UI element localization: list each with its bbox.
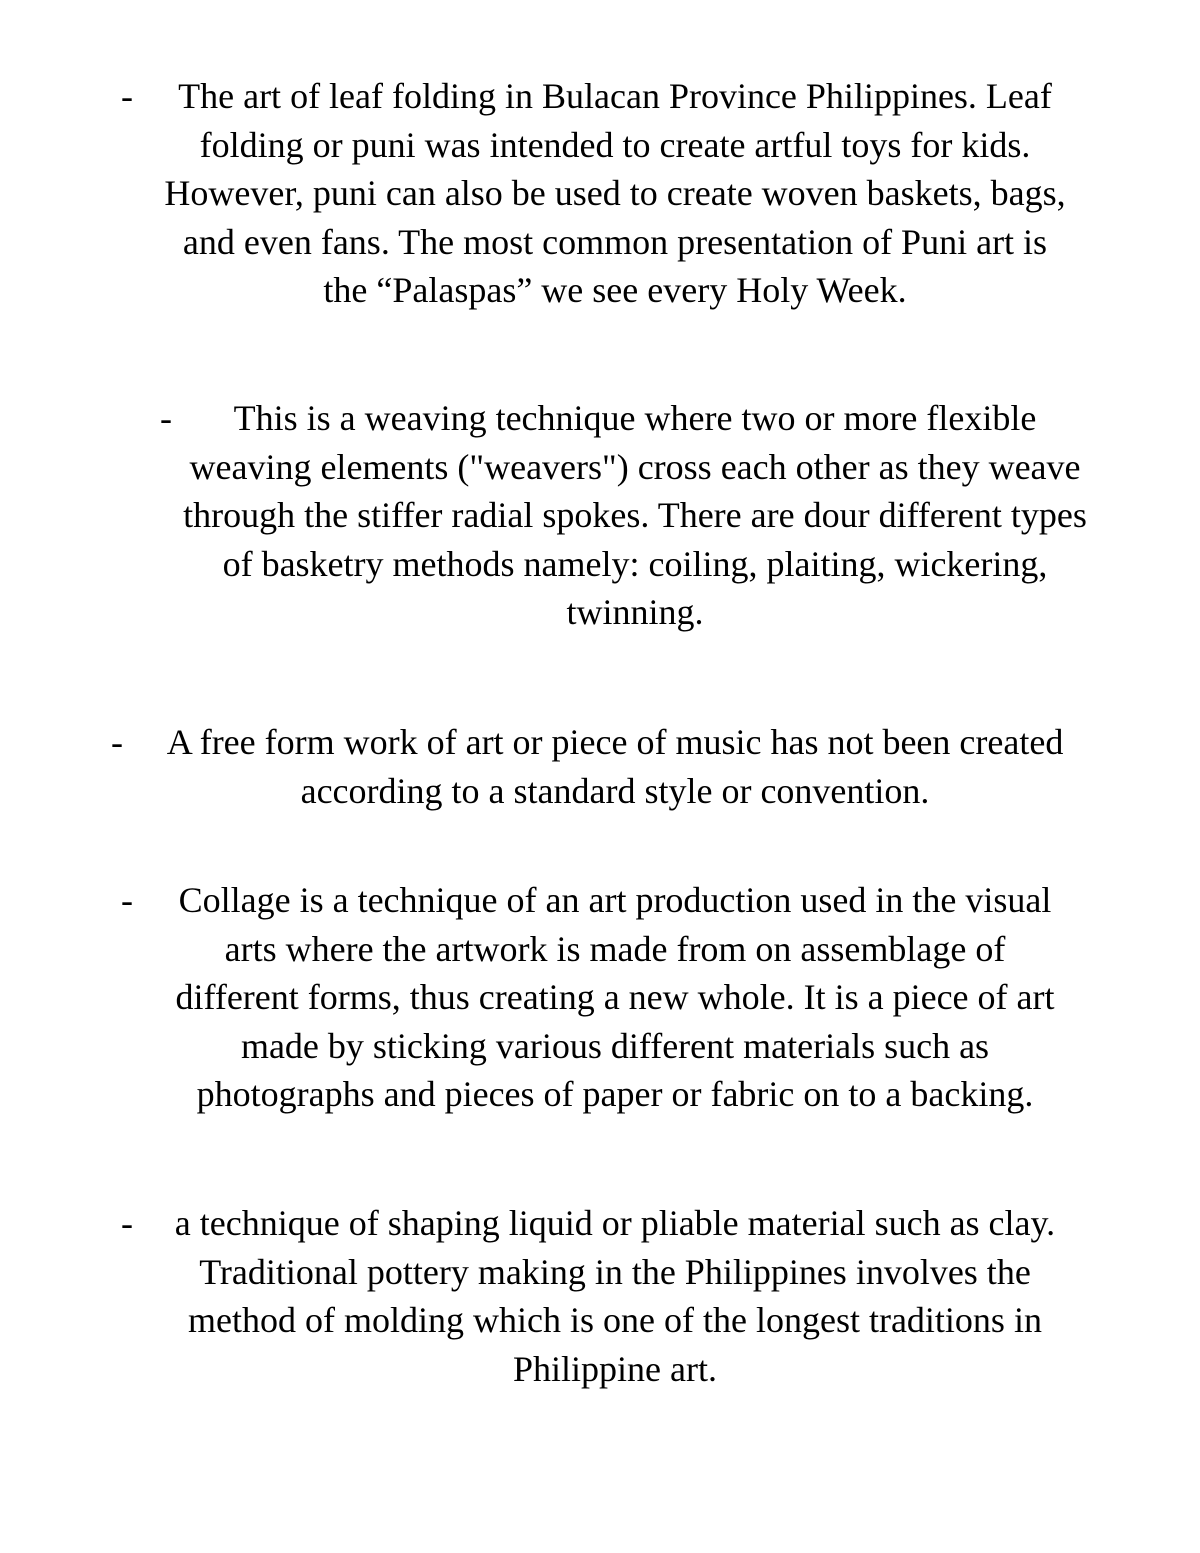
item-text-line: made by sticking various different materials such as [240,1025,990,1066]
item-text-line: arts where the artwork is made from on assemblage of [224,928,1006,969]
item-text-line: Philippine art. [513,1348,717,1389]
item-text-line: A free form work of art or piece of music has not been created [166,722,1064,762]
item-text-line: the “Palaspas” we see every Holy Week. [323,270,907,311]
item-text-line: photographs and pieces of paper or fabric on to a backing. [196,1074,1034,1115]
item-text-line: weaving elements ("weavers") cross each other as they weave [189,446,1081,487]
item-text-line: folding or puni was intended to create artful toys for kids. [199,124,1031,165]
item-text-line: This is a weaving technique where two or more flexible [233,398,1037,438]
item-text-line: through the stiffer radial spokes. There are dour different types [183,495,1087,536]
bullet-dash: - [111,722,123,762]
item-text-line: of basketry methods namely: coiling, plaiting, wickering, [222,543,1048,584]
bullet-dash: - [160,398,172,438]
item-text-line: However, puni can also be used to create woven baskets, bags, [164,173,1066,214]
bullet-dash: - [121,1203,133,1243]
item-text-line: method of molding which is one of the longest traditions in [188,1300,1042,1341]
list-item-molding [0,1199,1200,1393]
item-text-line: Traditional pottery making in the Philippines involves the [199,1251,1031,1292]
list-item-weaving [0,394,1200,637]
list-item-collage [0,876,1200,1119]
item-text-line: Collage is a technique of an art production used in the visual [178,880,1052,920]
item-text-line: The art of leaf folding in Bulacan Province Philippines. Leaf [178,76,1052,116]
list-item-leaf-folding [0,72,1200,315]
bullet-dash: - [121,76,133,116]
item-text-line: a technique of shaping liquid or pliable material such as clay. [174,1203,1056,1243]
item-text-line: different forms, thus creating a new whole. It is a piece of art [175,977,1055,1018]
item-text-line: according to a standard style or convention. [300,770,930,811]
list-item-free-form [0,718,1200,815]
bullet-dash: - [121,880,133,920]
item-text-line: twinning. [566,592,704,633]
item-text-line: and even fans. The most common presentation of Puni art is [182,221,1048,262]
